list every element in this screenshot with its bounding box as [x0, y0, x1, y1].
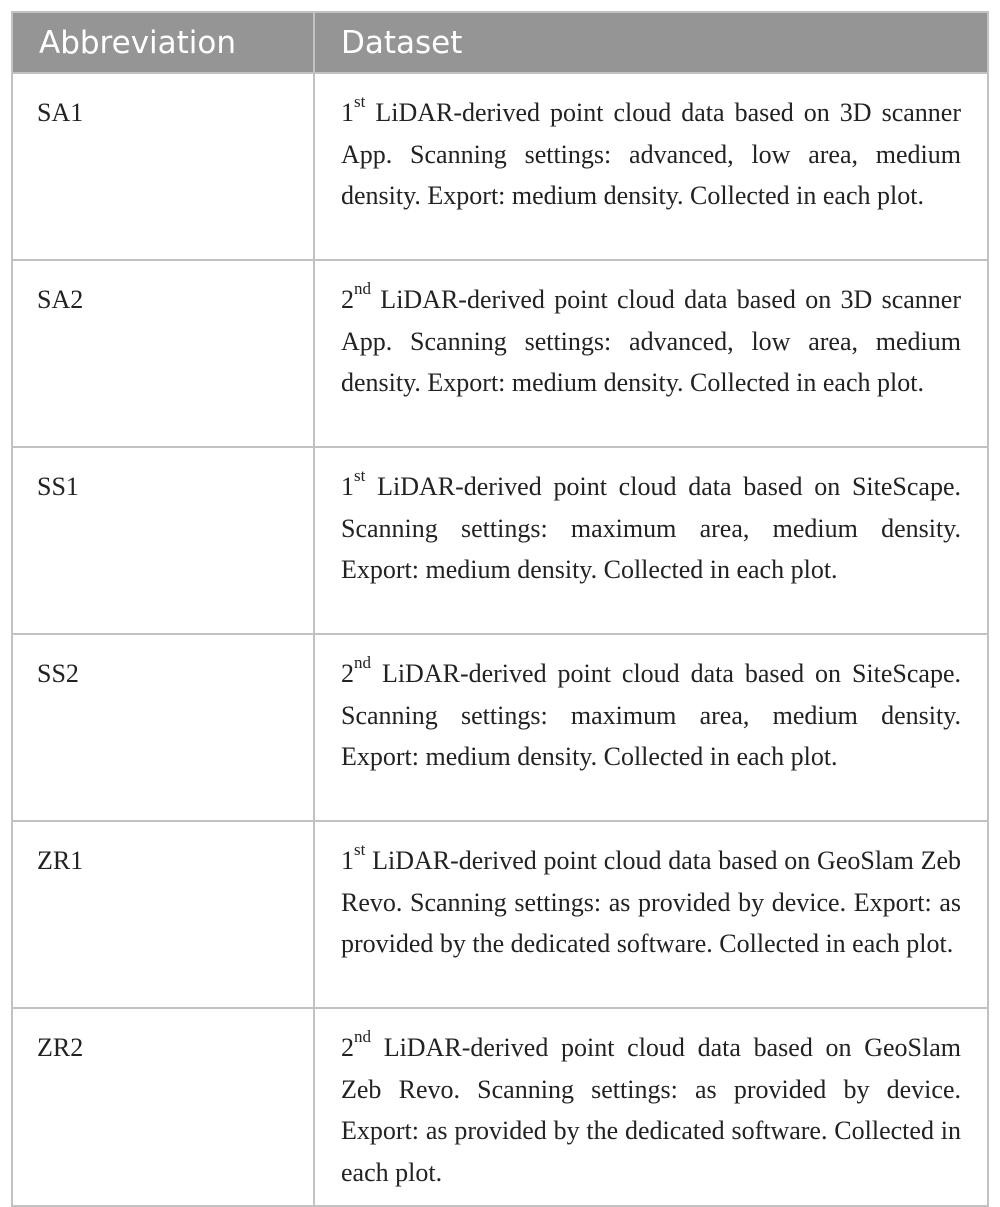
- ordinal-suffix: nd: [354, 279, 371, 299]
- abbreviation-cell: SS1: [12, 447, 314, 634]
- header-dataset: Dataset: [314, 12, 988, 73]
- abbreviation-cell: SS2: [12, 634, 314, 821]
- abbreviation-cell: SA2: [12, 260, 314, 447]
- dataset-table-container: [11, 11, 987, 1207]
- ordinal-suffix: nd: [354, 653, 371, 673]
- dataset-description-cell: [314, 260, 988, 447]
- table-row: [12, 73, 988, 260]
- dataset-description-cell: [314, 821, 988, 1008]
- description-text: LiDAR-derived point cloud data based on 3D scanner App. Scanning settings: advanced, low area, medium density. Export: medium density. Collected in each plot.: [341, 98, 961, 210]
- abbreviation-cell: ZR1: [12, 821, 314, 1008]
- table-body: [12, 73, 988, 1206]
- description-text: LiDAR-derived point cloud data based on SiteScape. Scanning settings: maximum area, medium density. Export: medium density. Collected in each plot.: [341, 659, 961, 771]
- ordinal-number: 1: [341, 98, 354, 127]
- table-row: [12, 821, 988, 1008]
- table-row: [12, 634, 988, 821]
- ordinal-suffix: nd: [354, 1027, 371, 1047]
- description-text: LiDAR-derived point cloud data based on GeoSlam Zeb Revo. Scanning settings: as provided by device. Export: as provided by the dedicated software. Collected in each plot.: [341, 846, 961, 958]
- description-text: LiDAR-derived point cloud data based on 3D scanner App. Scanning settings: advanced, low area, medium density. Export: medium density. Collected in each plot.: [341, 285, 961, 397]
- ordinal-suffix: st: [354, 466, 366, 486]
- dataset-description-cell: [314, 1008, 988, 1206]
- ordinal-number: 1: [341, 846, 354, 875]
- header-row: [12, 12, 988, 73]
- ordinal-number: 2: [341, 285, 354, 314]
- dataset-table: [11, 11, 989, 1207]
- description-text: LiDAR-derived point cloud data based on SiteScape. Scanning settings: maximum area, medium density. Export: medium density. Collected in each plot.: [341, 472, 961, 584]
- ordinal-number: 2: [341, 1033, 354, 1062]
- ordinal-suffix: st: [354, 840, 366, 860]
- table-row: [12, 447, 988, 634]
- abbreviation-cell: ZR2: [12, 1008, 314, 1206]
- dataset-description-cell: [314, 447, 988, 634]
- description-text: LiDAR-derived point cloud data based on GeoSlam Zeb Revo. Scanning settings: as provided by device. Export: as provided by the dedicated software. Collected in each plot.: [341, 1033, 961, 1187]
- dataset-description-cell: [314, 634, 988, 821]
- abbreviation-cell: SA1: [12, 73, 314, 260]
- ordinal-number: 1: [341, 472, 354, 501]
- table-row: [12, 260, 988, 447]
- header-abbreviation: Abbreviation: [12, 12, 314, 73]
- table-row: [12, 1008, 988, 1206]
- ordinal-suffix: st: [354, 92, 366, 112]
- ordinal-number: 2: [341, 659, 354, 688]
- dataset-description-cell: [314, 73, 988, 260]
- table-header: [12, 12, 988, 73]
